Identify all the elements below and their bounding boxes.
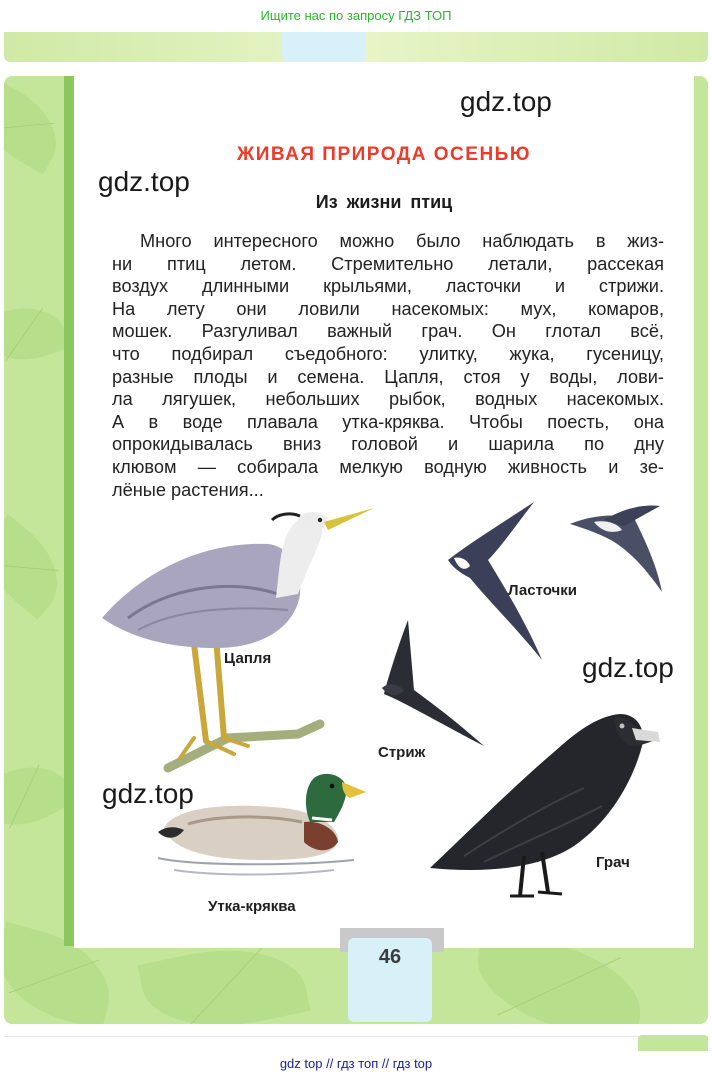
rook-label: Грач	[596, 854, 630, 871]
next-page-edge	[4, 1036, 708, 1051]
text-line: опрокидывалась вниз головой и шарила по дну	[112, 434, 664, 455]
page-margin-bar	[64, 76, 74, 946]
duck-label: Утка-кряква	[208, 898, 296, 915]
text-line: клювом — собирала мелкую водную живность и зе-	[112, 456, 664, 477]
swift-label: Стриж	[378, 744, 426, 761]
textbook-page	[4, 76, 708, 1024]
page-content	[74, 76, 694, 948]
text-line: ла лягушек, небольших рыбок, водных насекомых.	[112, 389, 664, 410]
footer-links[interactable]: gdz top // гдз топ // гдз top	[279, 1056, 433, 1071]
watermark: gdz.top	[98, 166, 190, 197]
page-number-tab	[348, 938, 432, 1022]
heron-label: Цапля	[224, 650, 272, 667]
text-line: что подбирал съедобного: улитку, жука, гусеницу,	[112, 343, 664, 364]
text-line: А в воде плавала утка-кряква. Чтобы поесть, она	[112, 411, 664, 432]
swallows-label: Ласточки	[508, 582, 577, 599]
rook-illustration	[424, 706, 664, 906]
leaf-decoration	[4, 294, 71, 374]
text-line: воздух длинными крыльями, ласточки и стрижи.	[112, 276, 664, 297]
text-line: разные плоды и семена. Цапля, стоя у воды, лови-	[112, 366, 664, 387]
watermark: gdz.top	[102, 778, 194, 809]
watermark: gdz.top	[582, 652, 674, 683]
text-line: На лету они ловили насекомых: мух, комаров,	[112, 298, 664, 319]
search-hint-banner[interactable]: Ищите нас по запросу ГДЗ ТОП	[0, 0, 712, 32]
watermark: gdz.top	[460, 86, 552, 117]
page-number: 46	[378, 946, 402, 968]
duck-illustration	[154, 768, 374, 898]
heron-illustration	[98, 506, 388, 776]
previous-page-edge	[4, 32, 708, 62]
text-line: Много интересного можно было наблюдать в жиз-	[140, 231, 664, 251]
text-line: мошек. Разгуливал важный грач. Он глотал всё,	[112, 321, 664, 342]
next-page-green-corner	[638, 1035, 708, 1051]
text-line: ни птиц летом. Стремительно летали, рассекая	[112, 253, 664, 274]
previous-page-tab	[282, 32, 366, 62]
story-title: Из жизни птиц	[315, 192, 453, 212]
text-line: лёные растения...	[112, 479, 264, 500]
section-title: ЖИВАЯ ПРИРОДА ОСЕНЬЮ	[237, 144, 531, 165]
leaf-decoration	[4, 78, 73, 175]
story-paragraph	[112, 230, 664, 501]
